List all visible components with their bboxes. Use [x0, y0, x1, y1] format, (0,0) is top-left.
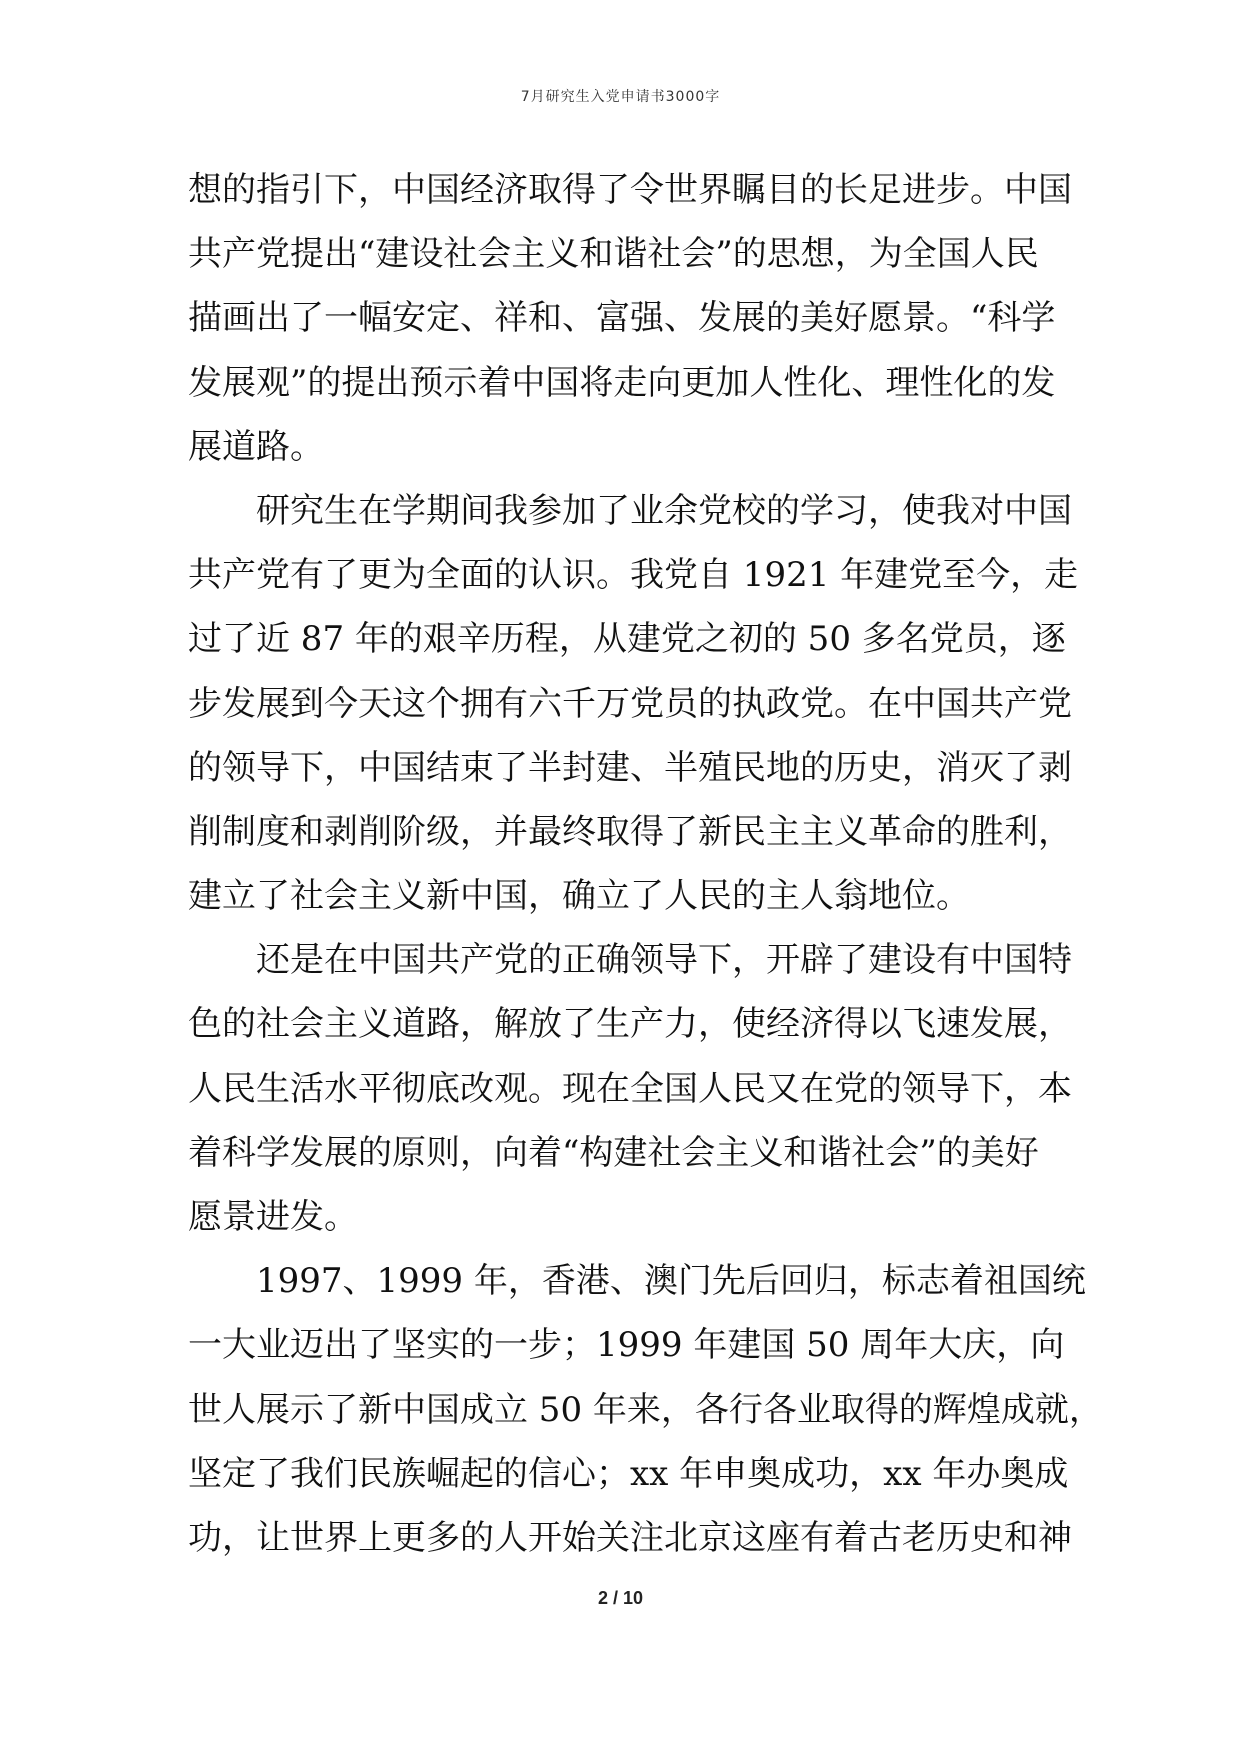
text-line: 还是在中国共产党的正确领导下，开辟了建设有中国特 — [256, 940, 1072, 981]
text-line: 步发展到今天这个拥有六千万党员的执政党。在中国共产党 — [188, 683, 1072, 724]
page-number: 2 / 10 — [597, 1588, 644, 1608]
text-line: 1997、1999 年，香港、澳门先后回归，标志着祖国统 — [256, 1261, 1086, 1302]
text-line: 发展观”的提出预示着中国将走向更加人性化、理性化的发 — [188, 362, 1056, 403]
text-line: 研究生在学期间我参加了业余党校的学习，使我对中国 — [256, 490, 1072, 531]
text-line: 展道路。 — [188, 426, 324, 467]
text-line: 的领导下，中国结束了半封建、半殖民地的历史，消灭了剥 — [188, 747, 1072, 788]
text-line: 想的指引下，中国经济取得了令世界瞩目的长足进步。中国 — [188, 170, 1072, 210]
text-line: 共产党有了更为全面的认识。我党自 1921 年建党至今，走 — [188, 555, 1079, 596]
text-line: 坚定了我们民族崛起的信心；xx 年申奥成功，xx 年办奥成 — [188, 1453, 1069, 1494]
text-line: 功，让世界上更多的人开始关注北京这座有着古老历史和神 — [188, 1517, 1072, 1558]
document-body — [188, 158, 1103, 1570]
text-line: 着科学发展的原则，向着“构建社会主义和谐社会”的美好 — [188, 1132, 1039, 1173]
text-line: 色的社会主义道路，解放了生产力，使经济得以飞速发展， — [188, 1004, 1072, 1045]
text-line: 描画出了一幅安定、祥和、富强、发展的美好愿景。“科学 — [188, 298, 1056, 339]
text-line: 建立了社会主义新中国，确立了人民的主人翁地位。 — [188, 876, 970, 917]
text-line: 过了近 87 年的艰辛历程，从建党之初的 50 多名党员，逐 — [188, 619, 1066, 660]
page-header: 7月研究生入党申请书3000字 — [520, 89, 721, 105]
text-line: 人民生活水平彻底改观。现在全国人民又在党的领导下，本 — [188, 1068, 1072, 1109]
text-line: 世人展示了新中国成立 50 年来，各行各业取得的辉煌成就， — [188, 1389, 1103, 1430]
text-line: 削制度和剥削阶级，并最终取得了新民主主义革命的胜利， — [188, 811, 1072, 852]
text-line: 共产党提出“建设社会主义和谐社会”的思想，为全国人民 — [188, 234, 1039, 275]
text-line: 一大业迈出了坚实的一步；1999 年建国 50 周年大庆，向 — [188, 1325, 1065, 1366]
text-line: 愿景进发。 — [188, 1197, 358, 1237]
